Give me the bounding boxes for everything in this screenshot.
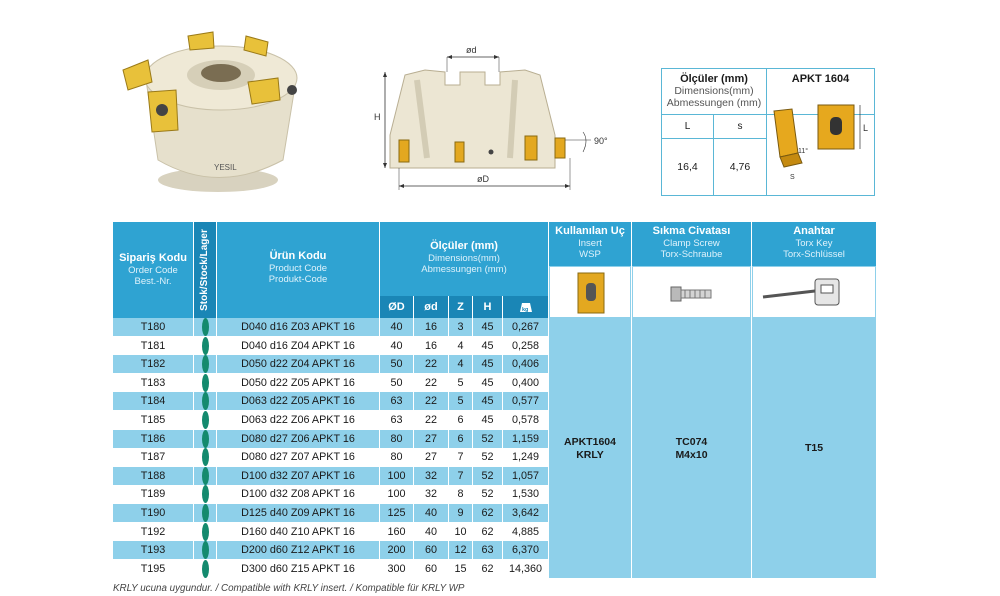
- screw-header-en: Clamp Screw: [663, 238, 720, 249]
- weight-cell: 6,370: [511, 544, 540, 557]
- column-divider: [548, 222, 549, 578]
- diameter-d-cell: 27: [424, 451, 437, 464]
- screw-value-line2: M4x10: [675, 449, 708, 461]
- table-row: [113, 467, 548, 485]
- height-cell: 45: [481, 395, 494, 408]
- torx-key-icon: [753, 267, 877, 319]
- stock-available-dot: [202, 560, 209, 578]
- dimensions-de: Abmessungen (mm): [421, 264, 507, 275]
- diameter-D-cell: 125: [387, 507, 406, 519]
- teeth-count-cell: 5: [457, 395, 464, 408]
- product-code-cell: D125 d40 Z09 APKT 16: [241, 507, 355, 519]
- height-cell: 62: [481, 525, 494, 538]
- order-code-cell: T186: [140, 432, 166, 445]
- teeth-count-cell: 4: [457, 358, 464, 371]
- diameter-D-cell: 80: [390, 451, 403, 464]
- product-code-en: Product Code: [268, 263, 328, 274]
- height-cell: 52: [481, 469, 494, 482]
- oD-label: øD: [477, 174, 489, 184]
- dimensions-en: Dimensions(mm): [428, 253, 500, 264]
- diameter-D-cell: 50: [390, 358, 403, 371]
- table-row: [113, 541, 548, 559]
- dims-box-sub-de: Abmessungen (mm): [666, 97, 762, 109]
- stock-available-dot: [202, 541, 209, 559]
- diameter-D-cell: 40: [390, 339, 403, 352]
- teeth-count-cell: 7: [457, 451, 464, 464]
- insert-header-de: WSP: [579, 249, 601, 260]
- product-code-cell: D040 d16 Z03 APKT 16: [241, 321, 355, 333]
- weight-cell: 1,249: [511, 451, 540, 464]
- value-l: 16,4: [662, 139, 714, 195]
- weight-cell: 3,642: [511, 507, 540, 519]
- height-cell: 45: [481, 358, 494, 371]
- product-code-cell: D063 d22 Z05 APKT 16: [241, 395, 355, 408]
- diameter-D-cell: 200: [387, 544, 406, 557]
- screw-icon: [633, 267, 752, 319]
- header-insert: [549, 222, 631, 266]
- diameter-D-cell: 63: [390, 395, 403, 408]
- diameter-D-cell: 40: [390, 321, 403, 333]
- diameter-d-cell: 32: [424, 488, 437, 501]
- screw-header-title: Sıkma Civatası: [652, 225, 731, 237]
- height-cell: 45: [481, 376, 494, 389]
- diameter-D-cell: 100: [387, 488, 406, 501]
- column-divider: [448, 296, 449, 578]
- height-cell: 63: [481, 544, 494, 557]
- weight-cell: 0,406: [511, 358, 540, 371]
- weight-cell: 0,400: [511, 376, 540, 389]
- order-code-de: Best.-Nr.: [134, 276, 172, 287]
- insert-dimensions-box: [661, 68, 875, 196]
- screw-value-line1: TC074: [675, 436, 708, 448]
- insert-diagram: [768, 91, 873, 195]
- insert-value-line1: APKT1604: [564, 436, 616, 448]
- weight-cell: 0,577: [511, 395, 540, 408]
- weight-cell: 1,159: [511, 432, 540, 445]
- teeth-count-cell: 3: [457, 321, 464, 333]
- weight-cell: 4,885: [511, 525, 540, 538]
- product-code-cell: D040 d16 Z04 APKT 16: [241, 339, 355, 352]
- diameter-d-cell: 60: [424, 544, 437, 557]
- table-row: [113, 355, 548, 373]
- product-code-de: Produkt-Code: [268, 274, 328, 285]
- weight-cell: 0,578: [511, 414, 540, 426]
- height-cell: 62: [481, 507, 494, 519]
- stock-available-dot: [202, 374, 209, 392]
- order-code-cell: T181: [140, 339, 166, 352]
- stock-available-dot: [202, 411, 209, 429]
- column-divider: [413, 296, 414, 578]
- weight-cell: 1,530: [511, 488, 540, 501]
- order-code-cell: T193: [140, 544, 166, 557]
- height-cell: 52: [481, 488, 494, 501]
- diameter-d-cell: 40: [424, 507, 437, 519]
- stock-label: Stok/Stock/Lager: [199, 229, 210, 311]
- col-s-header: s: [714, 115, 767, 139]
- product-code-cell: D080 d27 Z06 APKT 16: [241, 432, 355, 445]
- stock-available-dot: [202, 485, 209, 503]
- subheader-z: Z: [449, 296, 472, 318]
- table-row: [113, 504, 548, 522]
- diameter-d-cell: 40: [424, 525, 437, 538]
- order-code-cell: T183: [140, 376, 166, 389]
- subheader-weight: [503, 296, 548, 318]
- weight-cell: 0,267: [511, 321, 540, 333]
- order-code-cell: T195: [140, 562, 166, 575]
- table-row: [113, 392, 548, 410]
- diameter-d-cell: 16: [424, 321, 437, 333]
- order-code-en: Order Code: [128, 265, 178, 276]
- height-cell: 52: [481, 432, 494, 445]
- teeth-count-cell: 15: [454, 562, 467, 575]
- product-code-cell: D063 d22 Z06 APKT 16: [241, 414, 355, 426]
- teeth-count-cell: 5: [457, 376, 464, 389]
- diagram-s-label: S: [790, 174, 795, 181]
- product-code-cell: D100 d32 Z08 APKT 16: [241, 488, 355, 501]
- dims-box-sub-en: Dimensions(mm): [674, 85, 754, 97]
- h-label: H: [374, 112, 381, 122]
- od-label: ød: [466, 45, 477, 55]
- table-row: [113, 560, 548, 578]
- screw-value-cell: [632, 318, 751, 578]
- header-clamp-screw: [632, 222, 751, 266]
- stock-available-dot: [202, 337, 209, 355]
- product-code-cell: D300 d60 Z15 APKT 16: [241, 562, 355, 575]
- order-code-cell: T182: [140, 358, 166, 371]
- order-code-cell: T187: [140, 451, 166, 464]
- height-cell: 45: [481, 339, 494, 352]
- weight-icon-label: kg: [521, 307, 528, 313]
- teeth-count-cell: 4: [457, 339, 464, 352]
- table-row: [113, 374, 548, 392]
- diameter-D-cell: 160: [387, 525, 406, 538]
- diameter-d-cell: 32: [424, 469, 437, 482]
- stock-available-dot: [202, 318, 209, 336]
- insert-image-cell: [549, 266, 631, 318]
- height-cell: 52: [481, 451, 494, 464]
- order-code-cell: T188: [140, 469, 166, 482]
- key-header-en: Torx Key: [795, 238, 833, 249]
- diameter-D-cell: 80: [390, 432, 403, 445]
- order-code-cell: T190: [140, 507, 166, 519]
- value-s: 4,76: [714, 139, 767, 195]
- table-row: [113, 430, 548, 448]
- column-divider: [502, 296, 503, 578]
- stock-available-dot: [202, 504, 209, 522]
- diameter-d-cell: 27: [424, 432, 437, 445]
- insert-value-line2: KRLY: [576, 449, 604, 461]
- stock-available-dot: [202, 448, 209, 466]
- key-header-de: Torx-Schlüssel: [783, 249, 845, 260]
- product-code-cell: D200 d60 Z12 APKT 16: [241, 544, 355, 557]
- stock-available-dot: [202, 467, 209, 485]
- table-row: [113, 523, 548, 541]
- diagram-angle-label: 11°: [798, 148, 809, 155]
- header-product-code: [217, 222, 379, 318]
- weight-cell: 1,057: [511, 469, 540, 482]
- teeth-count-cell: 7: [457, 469, 464, 482]
- diameter-D-cell: 63: [390, 414, 403, 426]
- diameter-D-cell: 50: [390, 376, 403, 389]
- table-row: [113, 448, 548, 466]
- weight-cell: 14,360: [508, 562, 543, 575]
- teeth-count-cell: 12: [454, 544, 467, 557]
- column-divider: [751, 222, 752, 578]
- column-divider: [631, 222, 632, 578]
- stock-available-dot: [202, 430, 209, 448]
- diameter-d-cell: 22: [424, 414, 437, 426]
- order-code-cell: T185: [140, 414, 166, 426]
- subheader-h: H: [473, 296, 502, 318]
- insert-title: APKT 1604: [767, 69, 874, 115]
- key-value: T15: [804, 442, 824, 454]
- insert-header-title: Kullanılan Uç: [555, 225, 625, 237]
- product-code-cell: D050 d22 Z05 APKT 16: [241, 376, 355, 389]
- key-image-cell: [752, 266, 876, 318]
- product-code-title: Ürün Kodu: [269, 250, 327, 262]
- table-row: [113, 337, 548, 355]
- angle-label: 90°: [594, 136, 608, 146]
- screw-header-de: Torx-Schraube: [660, 249, 723, 260]
- subheader-oD: ØD: [380, 296, 413, 318]
- product-code-cell: D160 d40 Z10 APKT 16: [241, 525, 355, 538]
- height-cell: 45: [481, 414, 494, 426]
- teeth-count-cell: 9: [457, 507, 464, 519]
- footnote: KRLY ucuna uygundur. / Compatible with KRLY insert. / Kompatible für KRLY WP: [113, 583, 465, 594]
- header-order-code: [113, 222, 193, 318]
- order-code-cell: T180: [140, 321, 166, 333]
- order-code-cell: T184: [140, 395, 166, 408]
- order-code-title: Sipariş Kodu: [119, 252, 187, 264]
- diagram-l-label: L: [863, 123, 869, 133]
- key-header-title: Anahtar: [793, 225, 835, 237]
- teeth-count-cell: 8: [457, 488, 464, 501]
- dims-box-header: [662, 69, 767, 115]
- product-code-cell: D050 d22 Z04 APKT 16: [241, 358, 355, 371]
- diameter-D-cell: 100: [387, 469, 406, 482]
- insert-icon: [550, 267, 632, 319]
- header-dimensions: [380, 222, 548, 296]
- height-cell: 62: [481, 562, 494, 575]
- product-code-cell: D100 d32 Z07 APKT 16: [241, 469, 355, 482]
- column-divider: [379, 222, 380, 578]
- weight-icon: [519, 299, 533, 313]
- technical-drawing: [365, 40, 625, 200]
- order-code-cell: T192: [140, 525, 166, 538]
- header-torx-key: [752, 222, 876, 266]
- column-divider: [472, 296, 473, 578]
- diameter-d-cell: 16: [424, 339, 437, 352]
- weight-cell: 0,258: [511, 339, 540, 352]
- diameter-D-cell: 300: [387, 562, 406, 575]
- table-row: [113, 411, 548, 429]
- column-divider: [216, 318, 217, 578]
- key-value-cell: [752, 318, 876, 578]
- diameter-d-cell: 22: [424, 376, 437, 389]
- stock-available-dot: [202, 355, 209, 373]
- dims-box-title: Ölçüler (mm): [680, 73, 748, 85]
- col-l-header: L: [662, 115, 714, 139]
- teeth-count-cell: 6: [457, 414, 464, 426]
- order-code-cell: T189: [140, 488, 166, 501]
- subheader-od: ød: [414, 296, 448, 318]
- diameter-d-cell: 22: [424, 358, 437, 371]
- product-code-cell: D080 d27 Z07 APKT 16: [241, 451, 355, 464]
- diameter-d-cell: 22: [424, 395, 437, 408]
- stock-available-dot: [202, 392, 209, 410]
- teeth-count-cell: 6: [457, 432, 464, 445]
- table-row: [113, 318, 548, 336]
- column-divider: [193, 318, 194, 578]
- teeth-count-cell: 10: [454, 525, 467, 538]
- table-row: [113, 485, 548, 503]
- diameter-d-cell: 60: [424, 562, 437, 575]
- svg-text:YESIL: YESIL: [214, 163, 237, 172]
- insert-value-cell: [549, 318, 631, 578]
- height-cell: 45: [481, 321, 494, 333]
- milling-cutter-photo: [118, 20, 318, 200]
- stock-available-dot: [202, 523, 209, 541]
- dimensions-title: Ölçüler (mm): [430, 240, 498, 252]
- header-stock: [194, 222, 216, 318]
- screw-image-cell: [632, 266, 751, 318]
- insert-header-en: Insert: [578, 238, 602, 249]
